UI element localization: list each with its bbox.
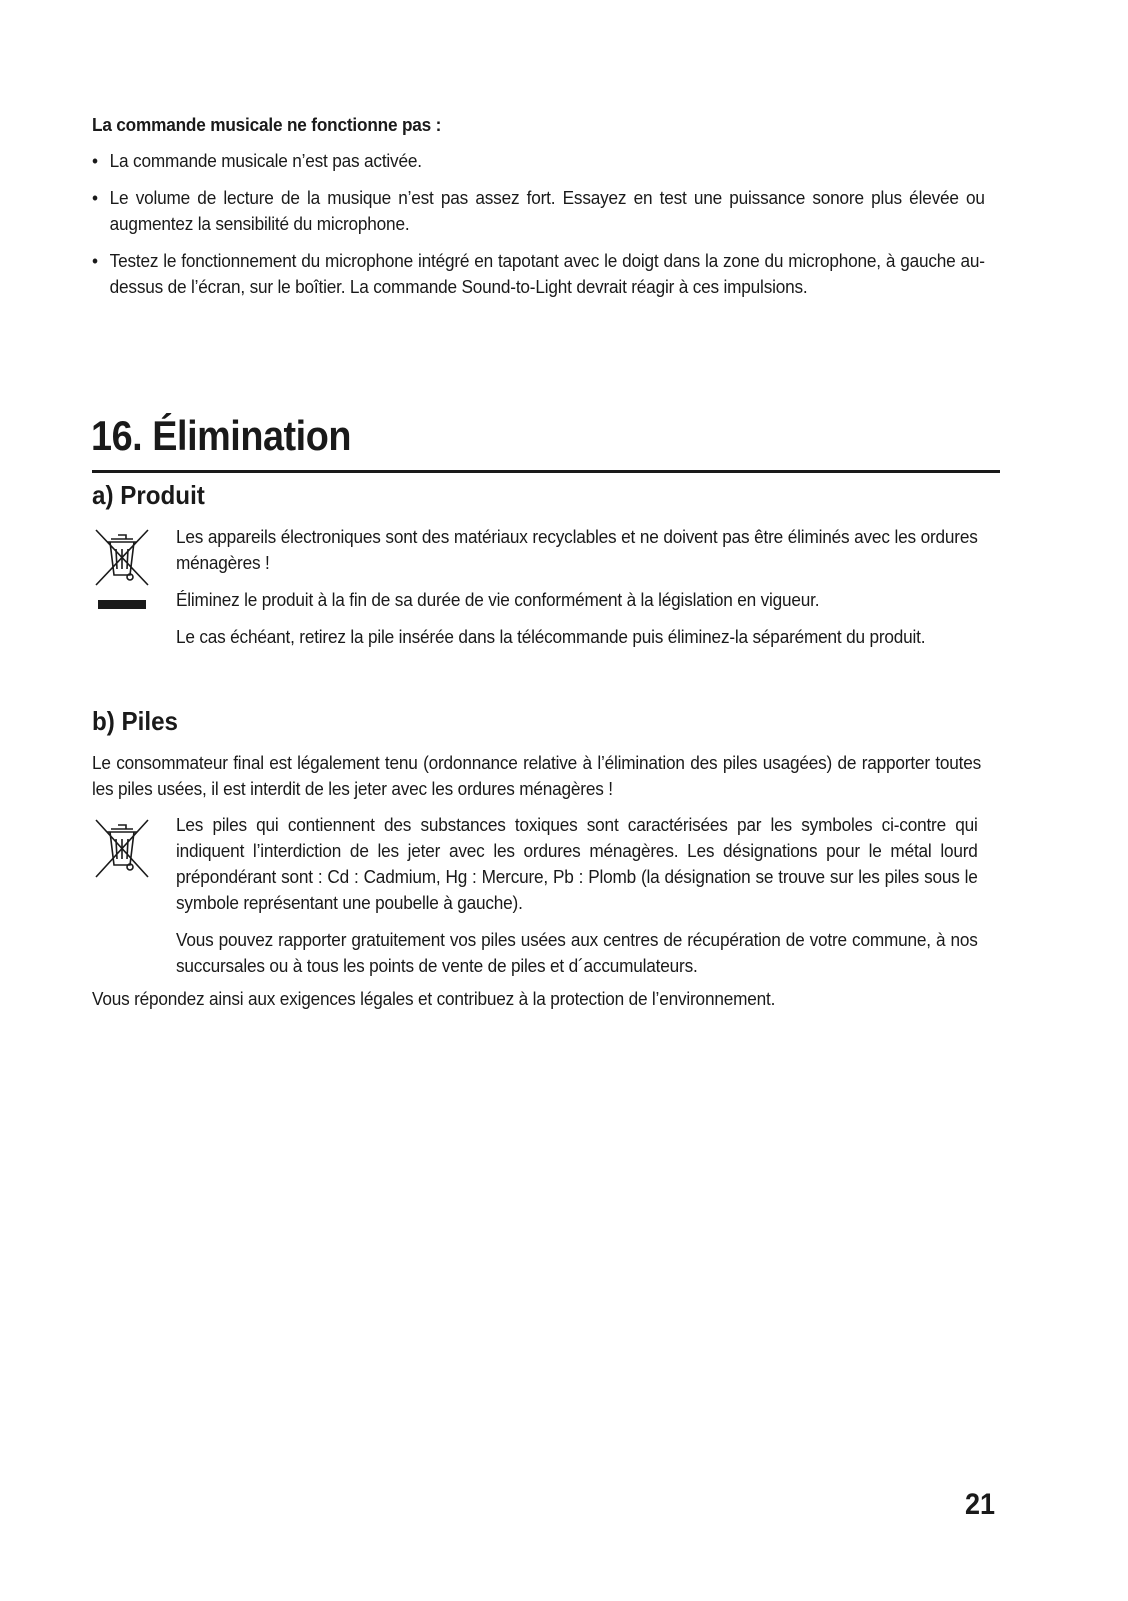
- section-divider: [92, 470, 1000, 473]
- list-item: • La commande musicale n’est pas activée.: [92, 148, 985, 174]
- section-title: 16. Élimination: [91, 412, 352, 459]
- paragraph: Les piles qui contiennent des substances toxiques sont caractérisées par les symboles ci-contre qui indiquent l’interdiction de les jeter avec les ordures ménagères. Les désignations pour le métal lourd prépondérant sont : Cd : Cadmium, Hg : Mercure, Pb : Plomb (la désignation se trouve sur les piles sous le symbole représentant une poubelle à gauche).: [176, 814, 978, 913]
- piles-closing: [92, 986, 985, 1012]
- crossed-out-wheelie-bin-icon: [93, 815, 151, 881]
- list-item: • Le volume de lecture de la musique n’est pas assez fort. Essayez en test une puissance sonore plus élevée ou augmentez la sensibilité du microphone.: [92, 187, 985, 234]
- bullet-icon: •: [92, 250, 98, 271]
- troubleshoot-heading: La commande musicale ne fonctionne pas :: [92, 114, 442, 135]
- troubleshoot-list: [92, 148, 985, 311]
- subsection-title-produit: a) Produit: [92, 480, 205, 510]
- paragraph: Les appareils électroniques sont des matériaux recyclables et ne doivent pas être éliminés avec les ordures ménagères !: [176, 526, 978, 573]
- paragraph: Le cas échéant, retirez la pile insérée dans la télécommande puis éliminez-la séparément du produit.: [176, 626, 926, 647]
- bullet-icon: •: [92, 187, 98, 208]
- piles-text: [176, 812, 1050, 979]
- produit-text: [176, 524, 1050, 650]
- list-item: • Testez le fonctionnement du microphone intégré en tapotant avec le doigt dans la zone du microphone, à gauche au-dessus de l’écran, sur le boîtier. La commande Sound-to-Light devrait réagir à ces impulsions.: [92, 250, 985, 297]
- bullet-icon: •: [92, 150, 98, 171]
- paragraph: Éliminez le produit à la fin de sa durée de vie conformément à la législation en vigueur.: [176, 589, 820, 610]
- subsection-title-piles: b) Piles: [92, 706, 179, 736]
- piles-intro: [92, 750, 985, 802]
- paragraph: Vous pouvez rapporter gratuitement vos piles usées aux centres de récupération de votre commune, à nos succursales ou à tous les points de vente de piles et d´accumulateurs.: [176, 929, 978, 976]
- paragraph: Vous répondez ainsi aux exigences légales et contribuez à la protection de l’environnement.: [92, 988, 776, 1009]
- page-number: 21: [965, 1488, 996, 1521]
- crossed-out-wheelie-bin-icon: [93, 525, 151, 615]
- paragraph: Le consommateur final est légalement tenu (ordonnance relative à l’élimination des piles usagées) de rapporter toutes les piles usées, il est interdit de les jeter avec les ordures ménagères !: [92, 752, 982, 799]
